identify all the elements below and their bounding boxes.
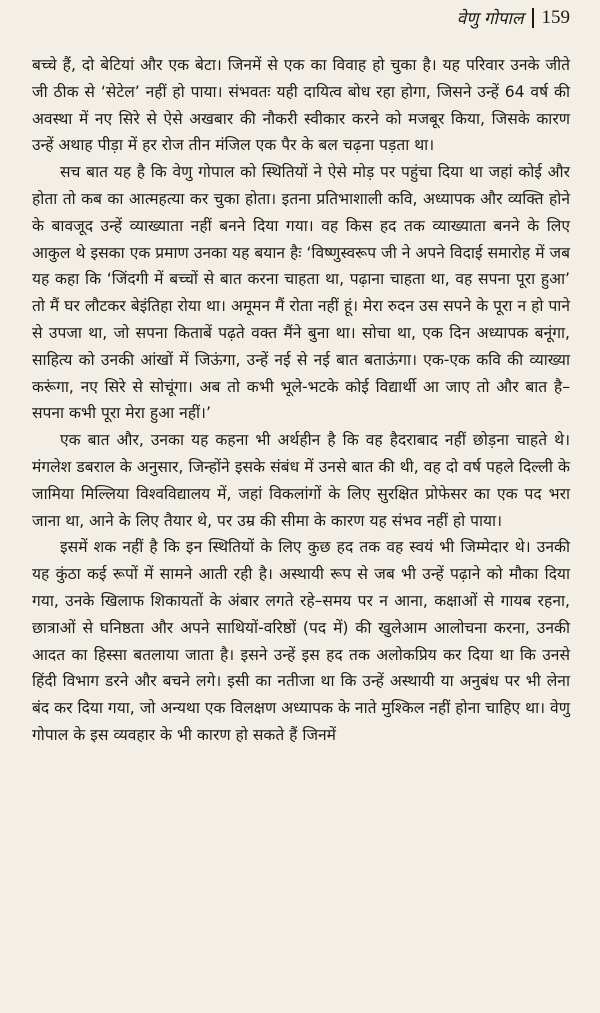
header-divider [532,8,534,28]
paragraph-venu-gopal-situation: सच बात यह है कि वेणु गोपाल को स्थितियों ने ऐसे मोड़ पर पहुंचा दिया था जहां कोई और होता तो कब का आत्महत्या कर चुका होता। इतना प्रतिभाशाली कवि, अध्यापक और व्यक्ति होने के बावजूद उन्हें व्याख्याता नहीं बनने दिया गया। वह किस हद तक व्याख्याता बनने के लिए आकुल थे इसका एक प्रमाण उनका यह बयान हैः ‘विष्णुस्वरूप जी ने अपने विदाई समारोह में जब यह कहा कि ‘जिंदगी में बच्चों से बात करना चाहता था, पढ़ाना चाहता था, वह सपना पूरा हुआ’ तो मैं घर लौटकर बेइंतिहा रोया था। अमूमन मैं रोता नहीं हूं। मेरा रुदन उस सपने के पूरा न हो पाने से उपजा था, जो सपना किताबें पढ़ते वक्त मैंने बुना था। सोचा था, एक दिन अध्यापक बनूंगा, साहित्य को उनकी आंखों में जिऊंगा, उन्हें नई से नई बात बताऊंगा। एक-एक कवि की व्याख्या करूंगा, नए सिरे से सोचूंगा। अब तो कभी भूले-भटके कोई विद्यार्थी आ जाए तो और बात है–सपना कभी पूरा मेरा हुआ नहीं।’ [32,163,570,423]
paragraph-hyderabad: एक बात और, उनका यह कहना भी अर्थहीन है कि वह हैदराबाद नहीं छोड़ना चाहते थे। मंगलेश डबराल के अनुसार, जिन्होंने इसके संबंध में उनसे बात की थी, वह दो वर्ष पहले दिल्ली के जामिया मिल्लिया विश्वविद्यालय में, जहां विकलांगों के लिए सुरक्षित प्रोफेसर का एक पद भरा जाना था, आने के लिए तैयार थे, पर उम्र की सीमा के कारण यह संभव नहीं हो पाया। [32,431,570,530]
body-text [32,52,570,749]
running-header [457,6,570,29]
page-number: 159 [541,6,570,28]
paragraph-responsibility: इसमें शक नहीं है कि इन स्थितियों के लिए कुछ हद तक वह स्वयं भी जिम्मेदार थे। उनकी यह कुंठा कई रूपों में सामने आती रही है। अस्थायी रूप से जब भी उन्हें पढ़ाने को मौका दिया गया, उनके खिलाफ शिकायतों के अंबार लगते रहे–समय पर न आना, कक्षाओं से गायब रहना, छात्राओं से घनिष्ठता और अपने साथियों-वरिष्ठों (पद में) की खुलेआम आलोचना करना, उनकी आदत का हिस्सा बतलाया जाता है। इसने उन्हें इस हद तक अलोकप्रिय कर दिया था कि उनसे हिंदी विभाग डरने और बचने लगे। इसी का नतीजा था कि उन्हें अस्थायी या अनुबंध पर भी लेना बंद कर दिया गया, जो अन्यथा एक विलक्षण अध्यापक के नाते मुश्किल नहीं होना चाहिए था। वेणु गोपाल के इस व्यवहार के भी कारण हो सकते हैं जिनमें [32,538,570,744]
paragraph-continuation: बच्चे हैं, दो बेटियां और एक बेटा। जिनमें से एक का विवाह हो चुका है। यह परिवार उनके जीते जी ठीक से ‘सेटेल’ नहीं हो पाया। संभवतः यही दायित्व बोध रहा होगा, जिसने उन्हें 64 वर्ष की अवस्था में नए सिरे से ऐसे अखबार की नौकरी स्वीकार करने को मजबूर किया, जिसके कारण उन्हें अथाह पीड़ा में हर रोज तीन मंजिल एक पैर के बल चढ़ना पड़ता था। [32,56,570,155]
running-header-title: वेणु गोपाल [456,9,524,29]
